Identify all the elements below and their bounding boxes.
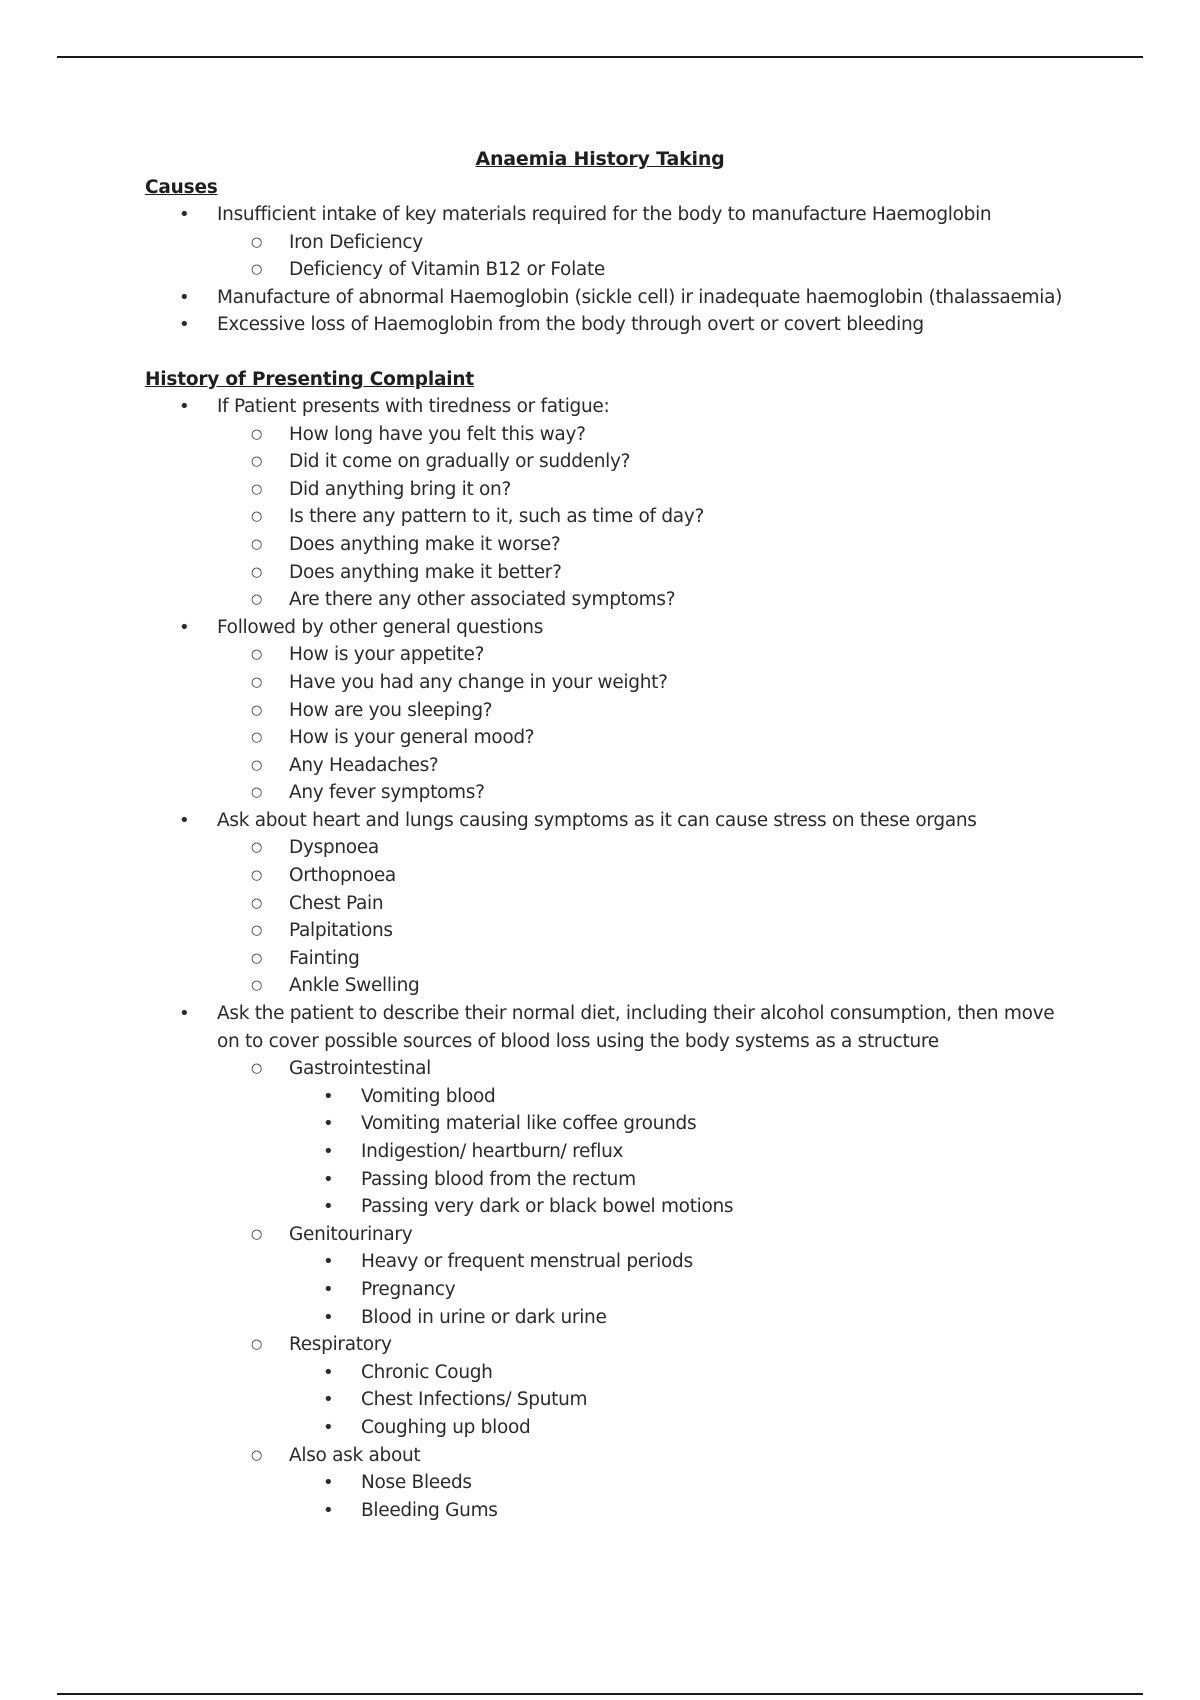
document-body — [145, 175, 1065, 1524]
sub-list-item-text: How is your general mood? — [289, 727, 535, 749]
sub-list-item — [217, 641, 1065, 669]
sub-list-item-text: Chest Pain — [289, 892, 384, 914]
sub-list-item — [217, 752, 1065, 780]
bullet-icon: • — [323, 1278, 334, 1300]
bullet-icon: ○ — [251, 950, 263, 966]
bullet-icon: • — [323, 1085, 334, 1107]
sub-list — [217, 421, 1065, 614]
bullet-icon: ○ — [251, 234, 263, 250]
symptom-item-text: Indigestion/ heartburn/ reflux — [361, 1141, 624, 1162]
body-system-item-text: Gastrointestinal — [289, 1058, 432, 1080]
bullet-icon: ○ — [251, 481, 263, 497]
symptom-item — [289, 1193, 1065, 1221]
sub-list-item-text: Orthopnoea — [289, 865, 396, 887]
bullet-icon: • — [323, 1389, 334, 1411]
symptom-item — [289, 1276, 1065, 1304]
sub-list-item — [217, 559, 1065, 587]
sub-list — [217, 229, 1065, 284]
body-system-item — [217, 1221, 1065, 1331]
sub-list-item — [217, 669, 1065, 697]
bullet-icon: • — [323, 1472, 334, 1494]
symptom-item — [289, 1414, 1065, 1442]
body-system-item-text: Genitourinary — [289, 1223, 413, 1245]
list-item — [145, 807, 1065, 1000]
footer-rule — [57, 1693, 1143, 1695]
causes-heading: Causes — [145, 177, 218, 198]
bullet-icon: • — [323, 1141, 334, 1162]
list-item-text: Followed by other general questions — [217, 616, 544, 638]
bullet-icon: • — [179, 809, 190, 831]
bullet-icon: ○ — [251, 730, 263, 746]
symptom-item-text: Pregnancy — [361, 1278, 456, 1300]
body-system-item — [217, 1442, 1065, 1525]
symptom-item-text: Blood in urine or dark urine — [361, 1306, 607, 1328]
bullet-icon: ○ — [251, 674, 263, 690]
symptom-item-text: Passing very dark or black bowel motions — [361, 1196, 734, 1218]
bullet-icon: • — [179, 616, 190, 638]
bullet-icon: • — [179, 1003, 190, 1025]
sub-list-item — [217, 531, 1065, 559]
symptom-item — [289, 1248, 1065, 1276]
sub-list-item-text: Fainting — [289, 947, 360, 969]
list-item — [145, 1000, 1065, 1524]
bullet-icon: • — [323, 1168, 334, 1190]
bullet-icon: ○ — [251, 262, 263, 278]
symptom-item — [289, 1469, 1065, 1497]
list-item — [145, 284, 1065, 312]
sub-list-item — [217, 448, 1065, 476]
page-title: Anaemia History Taking — [475, 148, 725, 170]
list-item-text: Insufficient intake of key materials required for the body to manufacture Haemoglobin — [217, 204, 992, 225]
symptom-item-text: Coughing up blood — [361, 1416, 531, 1438]
bullet-icon: • — [179, 395, 190, 417]
symptom-item-text: Bleeding Gums — [361, 1499, 498, 1521]
sub-list-item-text: How is your appetite? — [289, 644, 485, 666]
bullet-icon: ○ — [251, 1061, 263, 1077]
list-item-text: Manufacture of abnormal Haemoglobin (sickle cell) ir inadequate haemoglobin (thalassaemia) — [217, 286, 1063, 308]
sub-list-item — [217, 586, 1065, 614]
list-item — [145, 311, 1065, 339]
bullet-icon: ○ — [251, 895, 263, 911]
sub-list-item — [217, 945, 1065, 973]
symptom-list — [289, 1359, 1065, 1442]
bullet-icon: ○ — [251, 702, 263, 718]
bullet-icon: ○ — [251, 564, 263, 580]
sub-list-item — [217, 229, 1065, 257]
sub-list-item-text: Is there any pattern to it, such as time of day? — [289, 506, 704, 528]
symptom-item-text: Vomiting material like coffee grounds — [361, 1113, 697, 1135]
sub-list-item-text: Palpitations — [289, 920, 393, 942]
symptom-item — [289, 1110, 1065, 1138]
bullet-icon: ○ — [251, 647, 263, 663]
header-rule — [57, 56, 1143, 58]
symptom-list — [289, 1469, 1065, 1524]
list-item — [145, 614, 1065, 807]
sub-list-item — [217, 862, 1065, 890]
symptom-item-text: Heavy or frequent menstrual periods — [361, 1251, 693, 1273]
sub-list-item — [217, 697, 1065, 725]
sub-list-item — [217, 421, 1065, 449]
list-item-text: Excessive loss of Haemoglobin from the body through overt or covert bleeding — [217, 314, 924, 336]
sub-list-item — [217, 834, 1065, 862]
sub-list-item-text: Did it come on gradually or suddenly? — [289, 451, 631, 473]
sub-list-item — [217, 890, 1065, 918]
body-system-item — [217, 1055, 1065, 1221]
sub-list-item — [217, 503, 1065, 531]
sub-list-item-text: Did anything bring it on? — [289, 478, 511, 500]
symptom-item-text: Vomiting blood — [361, 1085, 496, 1107]
bullet-icon: ○ — [251, 840, 263, 856]
bullet-icon: • — [323, 1416, 334, 1438]
list-item-text: Ask the patient to describe their normal diet, including their alcohol consumption, then move on to cover possible sources of blood loss using the body systems as a structure — [217, 1003, 1055, 1052]
bullet-icon: ○ — [251, 1447, 263, 1463]
symptom-item — [289, 1304, 1065, 1332]
bullet-icon: • — [179, 314, 190, 336]
bullet-icon: • — [323, 1196, 334, 1218]
sub-list-item-text: Deficiency of Vitamin B12 or Folate — [289, 259, 605, 281]
bullet-icon: • — [323, 1113, 334, 1135]
hpc-list — [145, 393, 1065, 1524]
list-item-text: If Patient presents with tiredness or fatigue: — [217, 395, 610, 417]
symptom-list — [289, 1248, 1065, 1331]
sub-list-item-text: Are there any other associated symptoms? — [289, 589, 676, 611]
body-system-item-text: Also ask about — [289, 1444, 421, 1466]
sub-list-item — [217, 476, 1065, 504]
sub-list-item-text: Dyspnoea — [289, 837, 379, 859]
body-system-item-text: Respiratory — [289, 1334, 392, 1356]
bullet-icon: ○ — [251, 509, 263, 525]
symptom-item-text: Nose Bleeds — [361, 1472, 472, 1494]
symptom-item — [289, 1497, 1065, 1525]
bullet-icon: • — [323, 1251, 334, 1273]
symptom-item — [289, 1083, 1065, 1111]
symptom-list — [289, 1083, 1065, 1221]
bullet-icon: ○ — [251, 1226, 263, 1242]
bullet-icon: ○ — [251, 454, 263, 470]
symptom-item — [289, 1138, 1065, 1166]
sub-list-item-text: Does anything make it worse? — [289, 533, 561, 555]
bullet-icon: ○ — [251, 592, 263, 608]
body-system-list — [217, 1055, 1065, 1524]
sub-list-item-text: Does anything make it better? — [289, 561, 562, 583]
bullet-icon: ○ — [251, 757, 263, 773]
list-item — [145, 201, 1065, 284]
list-item — [145, 393, 1065, 614]
sub-list — [217, 641, 1065, 807]
bullet-icon: ○ — [251, 978, 263, 994]
bullet-icon: • — [179, 204, 190, 225]
bullet-icon: ○ — [251, 1337, 263, 1353]
bullet-icon: ○ — [251, 536, 263, 552]
sub-list-item — [217, 256, 1065, 284]
sub-list-item-text: Ankle Swelling — [289, 975, 420, 997]
bullet-icon: ○ — [251, 785, 263, 801]
symptom-item — [289, 1359, 1065, 1387]
symptom-item — [289, 1166, 1065, 1194]
symptom-item-text: Chronic Cough — [361, 1361, 493, 1383]
bullet-icon: ○ — [251, 426, 263, 442]
bullet-icon: • — [179, 286, 190, 308]
sub-list-item — [217, 779, 1065, 807]
symptom-item-text: Passing blood from the rectum — [361, 1168, 636, 1190]
bullet-icon: • — [323, 1361, 334, 1383]
sub-list-item — [217, 724, 1065, 752]
sub-list-item-text: How long have you felt this way? — [289, 423, 586, 445]
sub-list-item-text: Any fever symptoms? — [289, 782, 485, 804]
sub-list — [217, 834, 1065, 1000]
bullet-icon: ○ — [251, 868, 263, 884]
sub-list-item-text: Iron Deficiency — [289, 231, 423, 253]
bullet-icon: • — [323, 1306, 334, 1328]
symptom-item — [289, 1386, 1065, 1414]
bullet-icon: ○ — [251, 923, 263, 939]
sub-list-item-text: How are you sleeping? — [289, 699, 493, 721]
sub-list-item — [217, 972, 1065, 1000]
bullet-icon: • — [323, 1499, 334, 1521]
sub-list-item-text: Have you had any change in your weight? — [289, 671, 668, 693]
hpc-heading: History of Presenting Complaint — [145, 368, 474, 390]
sub-list-item — [217, 917, 1065, 945]
causes-list — [145, 201, 1065, 339]
list-item-text: Ask about heart and lungs causing symptoms as it can cause stress on these organs — [217, 809, 977, 831]
symptom-item-text: Chest Infections/ Sputum — [361, 1389, 588, 1411]
body-system-item — [217, 1331, 1065, 1441]
sub-list-item-text: Any Headaches? — [289, 754, 439, 776]
